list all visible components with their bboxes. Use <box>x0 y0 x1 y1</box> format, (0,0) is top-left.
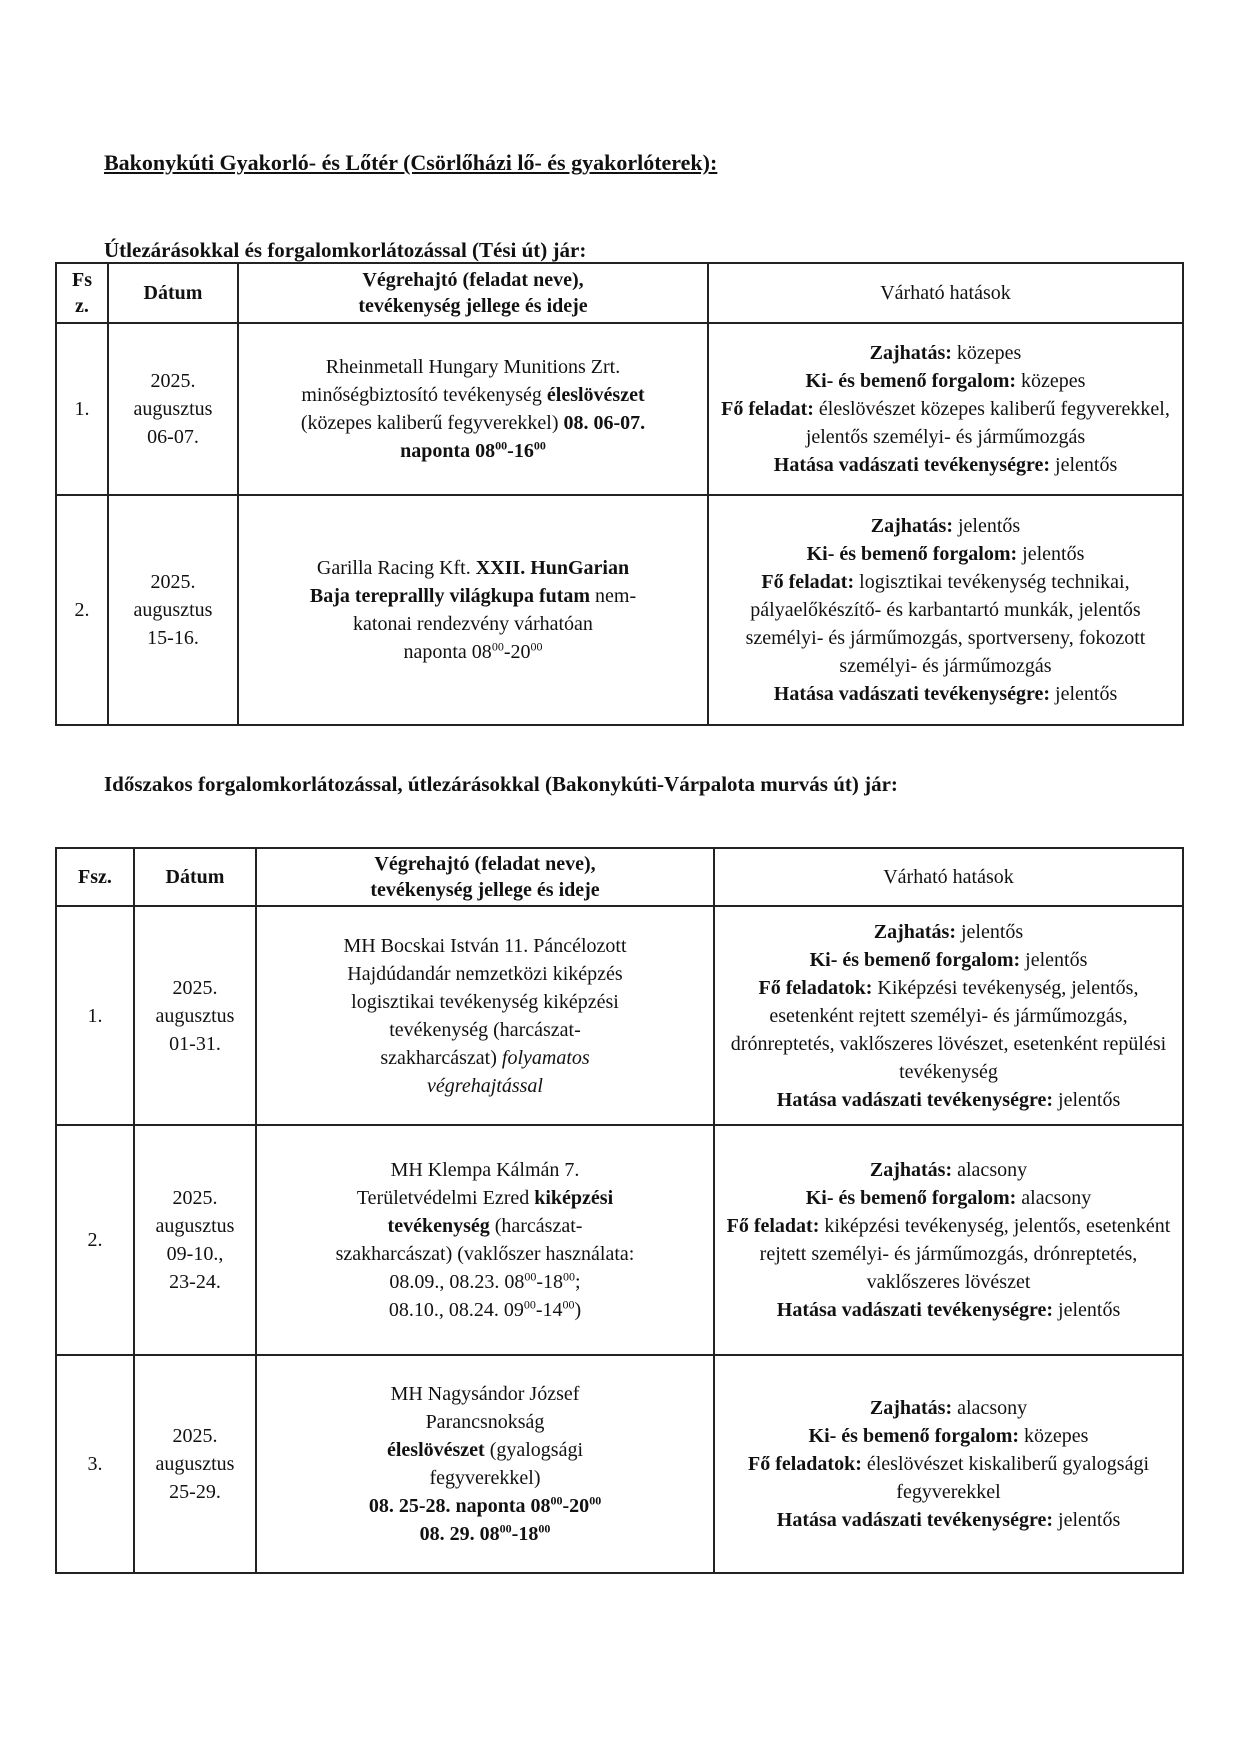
header-date: Dátum <box>134 848 256 906</box>
table-header-row <box>56 263 1183 323</box>
row-date: 2025. augusztus 06-07. <box>108 323 238 495</box>
section1-caption: Útlezárásokkal és forgalomkorlátozással (Tési út) jár: <box>104 238 587 262</box>
row-date: 2025. augusztus 01-31. <box>134 906 256 1125</box>
row-effects: Zajhatás: jelentős Ki- és bemenő forgalom: jelentős Fő feladatok: Kiképzési tevékenység, jelentős, esetenként rejtett személyi- és járműmozgás, drónreptetés, vaklőszeres lövészet, esetenként repülési tevékenység Hatása vadászati tevékenységre: jelentős <box>714 906 1183 1125</box>
section2-table <box>55 847 1184 1574</box>
row-number: 1. <box>56 906 134 1125</box>
row-effects: Zajhatás: alacsony Ki- és bemenő forgalom: alacsony Fő feladat: kiképzési tevékenység, jelentős, esetenként rejtett személyi- és járműmozgás, drónreptetés, vaklőszeres lövészet Hatása vadászati tevékenységre: jelentős <box>714 1125 1183 1355</box>
row-number: 2. <box>56 1125 134 1355</box>
row-effects: Zajhatás: alacsony Ki- és bemenő forgalom: közepes Fő feladatok: éleslövészet kiskaliberű gyalogsági fegyverekkel Hatása vadászati tevékenységre: jelentős <box>714 1355 1183 1573</box>
row-executor: MH Nagysándor József Parancsnokság éleslövészet (gyalogsági fegyverekkel) 08. 25-28. naponta $08^{00}-20^{00}$ 08. 29. $08^{00}-18^{00}$ <box>256 1355 714 1573</box>
row-date: 2025. augusztus 09-10., 23-24. <box>134 1125 256 1355</box>
header-fsz: Fs z. <box>56 263 108 323</box>
table-row <box>56 1125 1183 1355</box>
row-number: 2. <box>56 495 108 725</box>
table-row <box>56 1355 1183 1573</box>
header-executor: Végrehajtó (feladat neve), tevékenység jellege és ideje <box>238 263 708 323</box>
row-effects: Zajhatás: közepes Ki- és bemenő forgalom: közepes Fő feladat: éleslövészet közepes kaliberű fegyverekkel, jelentős személyi- és járműmozgás Hatása vadászati tevékenységre: jelentős <box>708 323 1183 495</box>
row-effects: Zajhatás: jelentős Ki- és bemenő forgalom: jelentős Fő feladat: logisztikai tevékenység technikai, pályaelőkészítő- és karbantartó munkák, jelentős személyi- és járműmozgás, sportverseny, fokozott személyi- és járműmozgás Hatása vadászati tevékenységre: jelentős <box>708 495 1183 725</box>
row-executor: MH Klempa Kálmán 7. Területvédelmi Ezred kiképzési tevékenység (harcászat- szakharcászat) (vaklőszer használata: 08.09., 08.23. $08^{00}-18^{00}$; 08.10., 08.24. $09^{00}-14^{00}$) <box>256 1125 714 1355</box>
table-row <box>56 323 1183 495</box>
row-date: 2025. augusztus 15-16. <box>108 495 238 725</box>
row-executor: MH Bocskai István 11. Páncélozott Hajdúdandár nemzetközi kiképzés logisztikai tevékenység kiképzési tevékenység (harcászat- szakharcászat) folyamatos végrehajtással <box>256 906 714 1125</box>
header-date: Dátum <box>108 263 238 323</box>
table-header-row <box>56 848 1183 906</box>
page-heading: Bakonykúti Gyakorló- és Lőtér (Csörlőházi lő- és gyakorlóterek): <box>104 150 718 175</box>
header-fsz: Fsz. <box>56 848 134 906</box>
row-number: 1. <box>56 323 108 495</box>
row-date: 2025. augusztus 25-29. <box>134 1355 256 1573</box>
section1-table <box>55 262 1184 726</box>
table-row <box>56 906 1183 1125</box>
header-effects: Várható hatások <box>708 263 1183 323</box>
row-executor: Rheinmetall Hungary Munitions Zrt. minőségbiztosító tevékenység éleslövészet (közepes kaliberű fegyverekkel) 08. 06-07. naponta $08^{00}-16^{00}$ <box>238 323 708 495</box>
table-row <box>56 495 1183 725</box>
row-number: 3. <box>56 1355 134 1573</box>
row-executor: Garilla Racing Kft. XXII. HunGarian Baja tereprallly világkupa futam nem- katonai rendezvény várhatóan naponta $08^{00}-20^{00}$ <box>238 495 708 725</box>
header-effects: Várható hatások <box>714 848 1183 906</box>
section2-caption: Időszakos forgalomkorlátozással, útlezárásokkal (Bakonykúti-Várpalota murvás út) jár: <box>104 772 898 796</box>
header-executor: Végrehajtó (feladat neve), tevékenység jellege és ideje <box>256 848 714 906</box>
